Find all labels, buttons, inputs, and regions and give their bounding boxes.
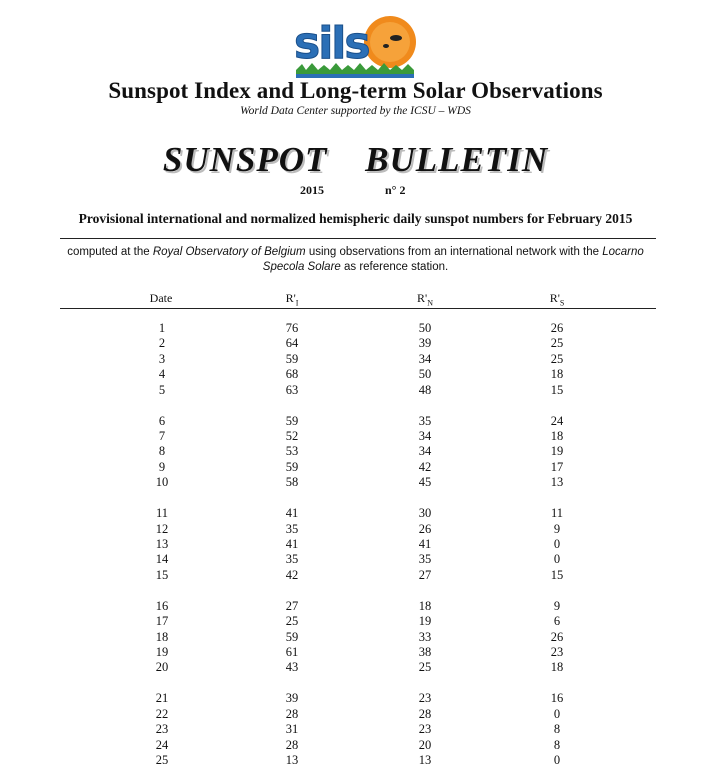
observatory-name: Royal Observatory of Belgium [152, 246, 306, 258]
cell-date: 9 [158, 459, 166, 474]
cell-rn: 30 [418, 506, 432, 521]
cell-rn: 50 [418, 367, 432, 382]
cell-rs: 19 [550, 444, 564, 459]
cell-rs: 8 [553, 737, 561, 752]
cell-ri: 41 [285, 537, 299, 551]
cell-date: 22 [155, 706, 169, 721]
cell-ri: 35 [285, 552, 299, 567]
cell-ri: 42 [285, 567, 299, 582]
cell-date: 8 [158, 444, 166, 459]
cell-ri: 59 [285, 459, 299, 474]
cell-date: 13 [155, 537, 169, 551]
cell-rs: 16 [550, 691, 564, 706]
bulletin-heading: Provisional international and normalized hemispheric daily sunspot numbers for February 2015 [78, 211, 633, 226]
cell-rn: 19 [418, 614, 432, 629]
cell-rs: 6 [553, 614, 561, 629]
cell-date: 11 [155, 506, 169, 521]
cell-rn: 33 [418, 629, 432, 644]
cell-ri: 28 [285, 706, 299, 721]
column-header-rn-sub: N [427, 298, 433, 308]
main-title: Sunspot Index and Long-term Solar Observations [108, 78, 603, 103]
cell-ri: 59 [285, 629, 299, 644]
cell-date: 17 [155, 614, 169, 629]
cell-rs: 26 [550, 321, 564, 335]
cell-date: 18 [155, 629, 169, 644]
cell-rs: 15 [550, 567, 564, 582]
cell-ri: 64 [285, 336, 299, 351]
cell-rs: 18 [550, 367, 564, 382]
cell-rs: 25 [550, 351, 564, 366]
column-header-rs-sub: S [559, 298, 565, 308]
cell-date: 15 [155, 567, 169, 582]
cell-ri: 31 [285, 722, 299, 737]
cell-date: 16 [155, 598, 169, 613]
cell-date: 24 [155, 737, 169, 752]
cell-ri: 13 [285, 753, 299, 767]
cell-rn: 34 [418, 429, 432, 443]
cell-date: 21 [155, 691, 169, 706]
station-name: Locarno Specola Solare [262, 246, 644, 273]
cell-rs: 0 [553, 537, 561, 551]
computed-text-1: computed at the [67, 246, 153, 258]
cell-rs: 18 [550, 660, 564, 675]
column-header-rn-base: R' [417, 291, 428, 305]
cell-ri: 28 [285, 737, 299, 752]
cell-ri: 39 [285, 691, 299, 706]
cell-rn: 34 [418, 444, 432, 459]
cell-rs: 26 [550, 629, 564, 644]
cell-rs: 9 [553, 521, 561, 536]
cell-date: 1 [158, 321, 166, 335]
subtitle: World Data Center supported by the ICSU – WDS [240, 105, 471, 117]
cell-rn: 27 [418, 567, 432, 582]
cell-rn: 41 [418, 537, 432, 551]
cell-rs: 24 [550, 413, 564, 428]
cell-rs: 25 [550, 336, 564, 351]
cell-rn: 23 [418, 691, 432, 706]
cell-rn: 13 [418, 753, 432, 767]
cell-ri: 63 [285, 382, 299, 397]
cell-rs: 23 [550, 645, 564, 659]
cell-date: 23 [155, 722, 169, 737]
cell-rn: 25 [418, 660, 432, 675]
cell-rn: 26 [418, 521, 432, 536]
cell-date: 19 [155, 645, 169, 659]
cell-ri: 52 [285, 429, 299, 443]
cell-rn: 35 [418, 552, 432, 567]
cell-ri: 41 [285, 506, 299, 521]
cell-rn: 35 [418, 413, 432, 428]
cell-date: 20 [155, 660, 169, 675]
cell-rn: 39 [418, 336, 432, 351]
computed-text-3: as reference station. [340, 261, 449, 273]
cell-ri: 58 [285, 475, 299, 490]
cell-date: 12 [155, 521, 169, 536]
cell-rs: 17 [550, 459, 564, 474]
cell-rs: 11 [550, 506, 564, 521]
cell-rn: 42 [418, 459, 432, 474]
cell-date: 6 [158, 413, 166, 428]
cell-rn: 45 [418, 475, 432, 490]
cell-date: 2 [158, 336, 166, 351]
cell-rs: 13 [550, 475, 564, 490]
cell-rn: 28 [418, 706, 432, 721]
cell-rn: 23 [418, 722, 432, 737]
cell-date: 5 [158, 382, 166, 397]
cell-rn: 34 [418, 351, 432, 366]
cell-date: 14 [155, 552, 169, 567]
cell-rs: 0 [553, 706, 561, 721]
cell-ri: 61 [285, 645, 299, 659]
cell-rn: 38 [418, 645, 432, 659]
cell-rs: 0 [553, 552, 561, 567]
cell-rs: 0 [553, 753, 561, 767]
cell-date: 25 [155, 753, 169, 767]
cell-rn: 50 [418, 321, 432, 335]
cell-ri: 35 [285, 521, 299, 536]
cell-rn: 18 [418, 598, 432, 613]
column-header-ri-base: R' [285, 291, 296, 305]
computed-text-2: using observations from an international network with the [305, 246, 603, 258]
cell-ri: 25 [285, 614, 299, 629]
cell-date: 10 [155, 475, 169, 490]
cell-ri: 53 [285, 444, 299, 459]
cell-date: 7 [158, 429, 166, 443]
cell-date: 3 [158, 351, 166, 366]
bulletin-title: SUNSPOT BULLETIN [162, 140, 549, 179]
bulletin-year: 2015 [300, 183, 324, 197]
column-header-rs-base: R' [549, 291, 560, 305]
cell-ri: 59 [285, 413, 299, 428]
cell-ri: 76 [285, 321, 299, 335]
cell-ri: 43 [285, 660, 299, 675]
cell-rs: 8 [553, 722, 561, 737]
column-header-date-label: Date [149, 291, 173, 305]
cell-rn: 20 [418, 737, 432, 752]
cell-rs: 9 [553, 598, 561, 613]
bulletin-number: n° 2 [385, 183, 406, 197]
cell-rs: 18 [550, 429, 564, 443]
cell-ri: 59 [285, 351, 299, 366]
cell-date: 4 [158, 367, 166, 382]
cell-rn: 48 [418, 382, 432, 397]
logo-wordmark: sils [294, 18, 369, 69]
column-header-ri-sub: I [295, 298, 299, 308]
cell-rs: 15 [550, 382, 564, 397]
cell-ri: 27 [285, 598, 299, 613]
cell-ri: 68 [285, 367, 299, 382]
